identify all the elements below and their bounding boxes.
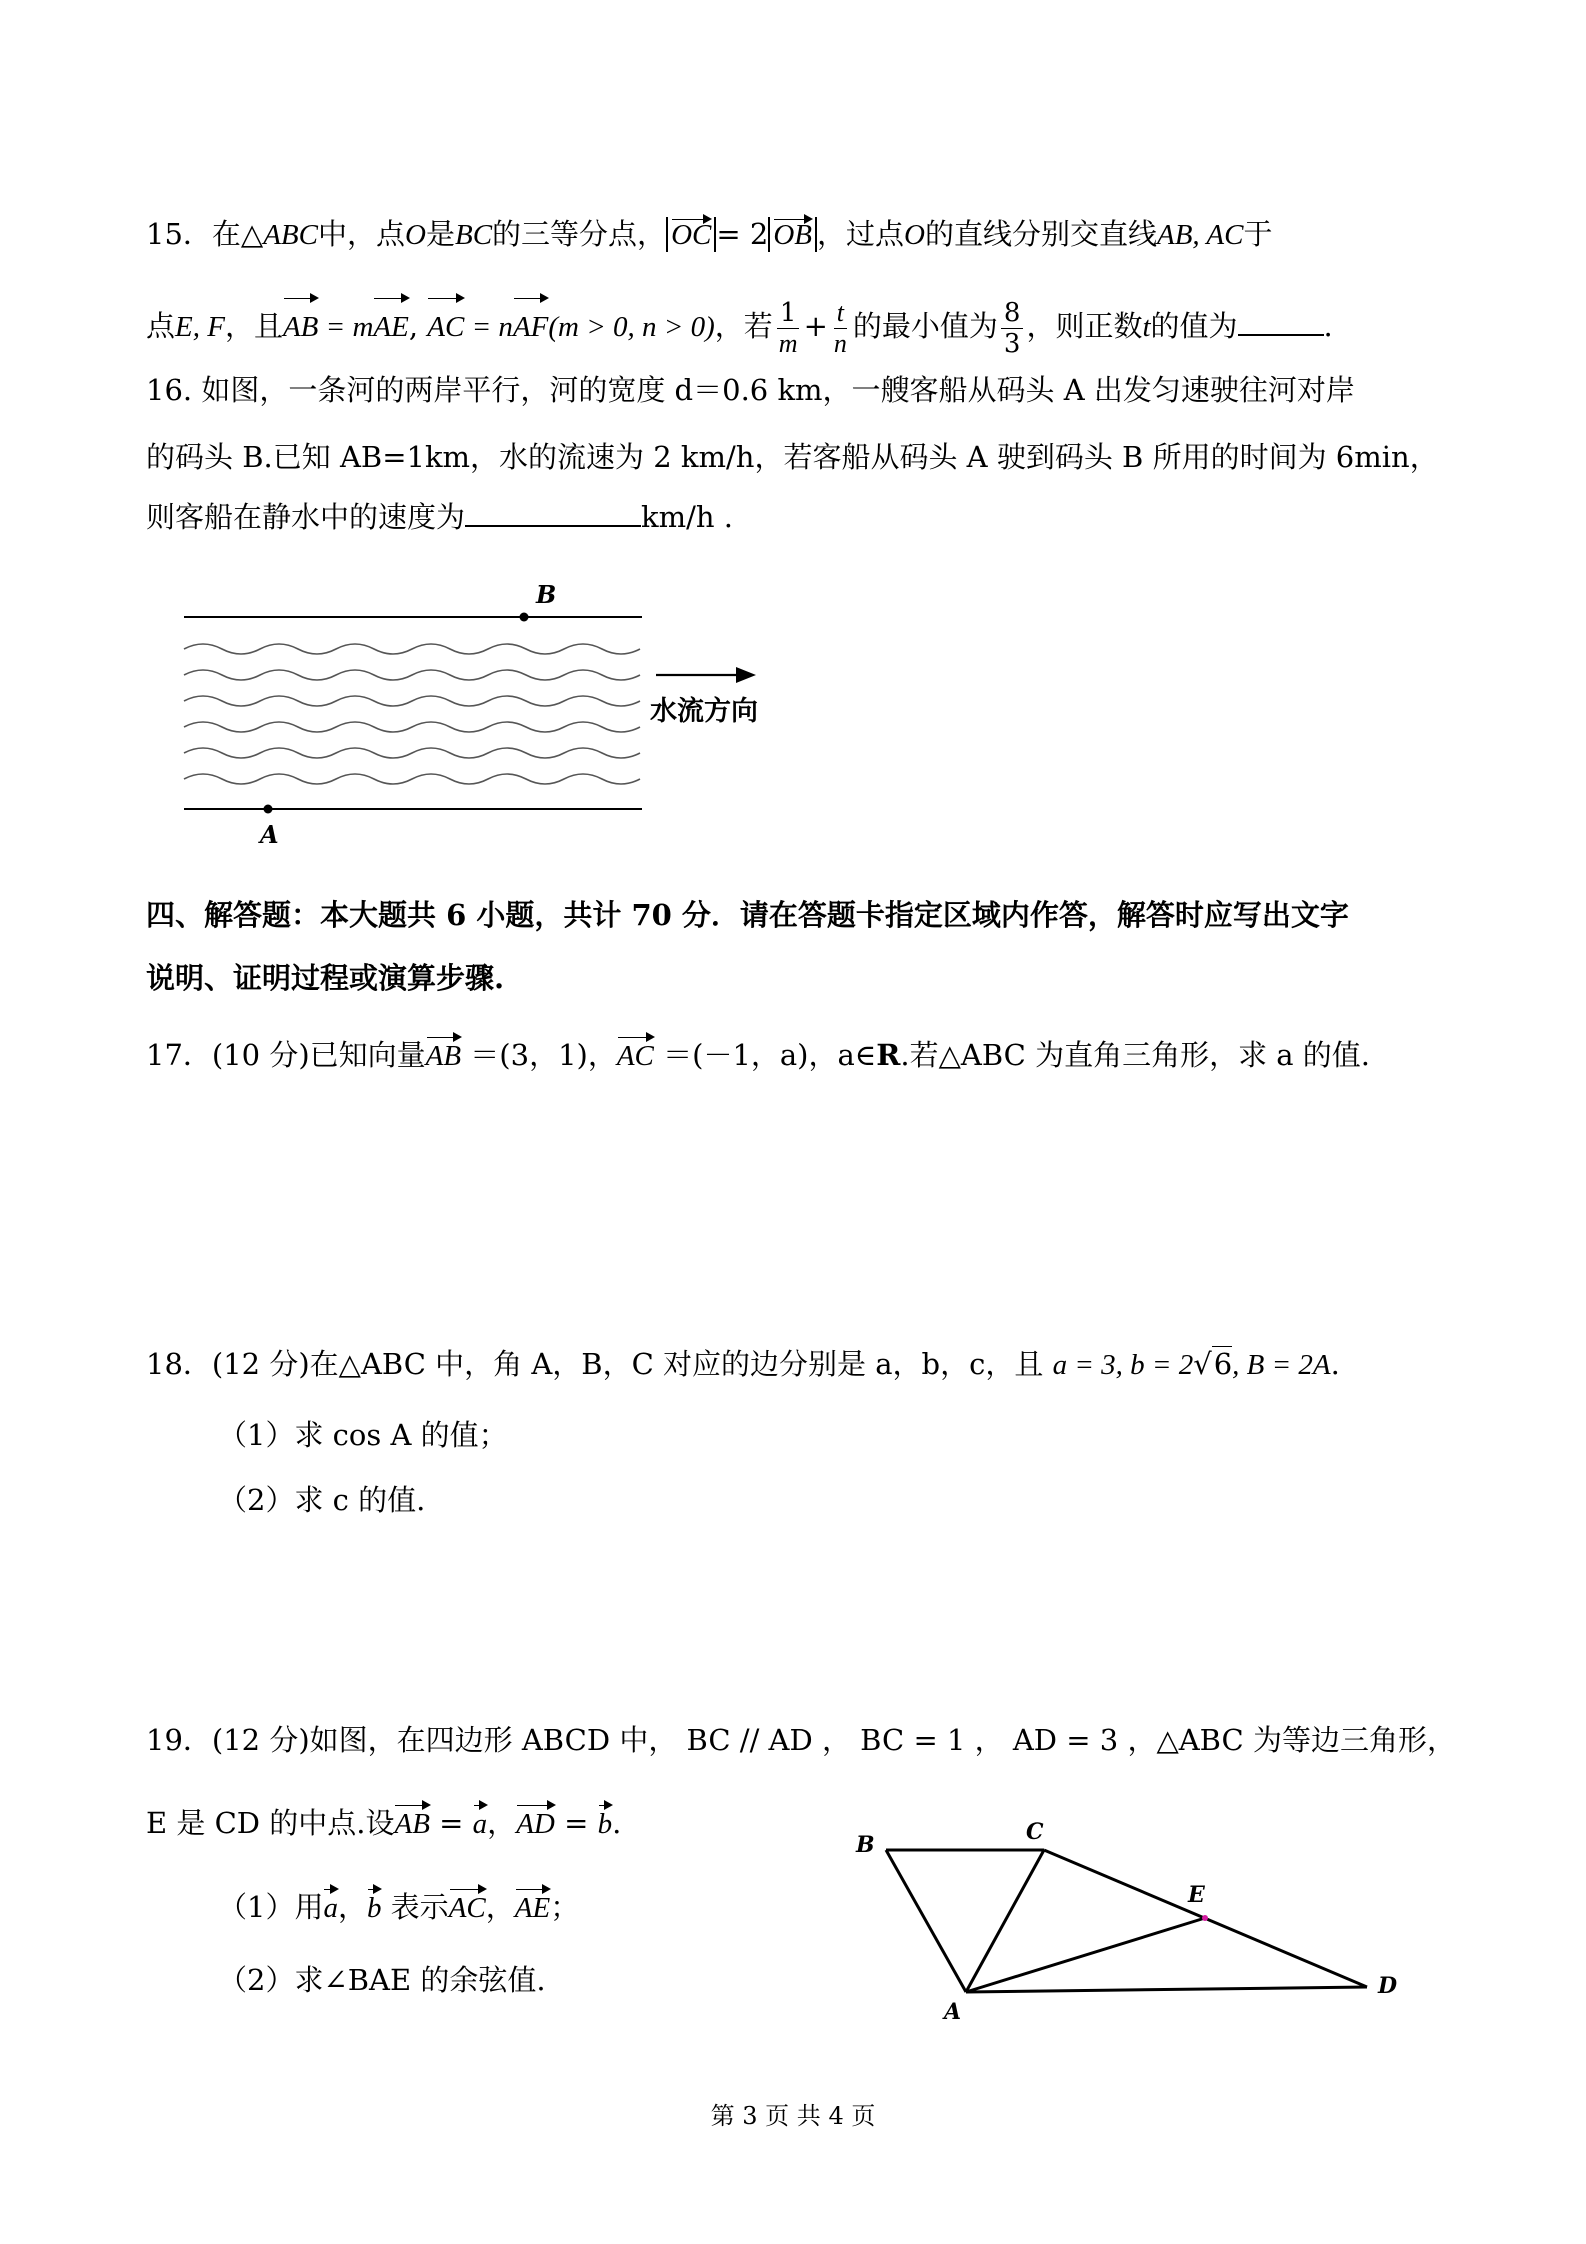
label-c: C — [1026, 1819, 1044, 1845]
q15-line1: 15．在△ABC中，点O是BC的三等分点， OC = 2 OB ，过点O的直线分别交直线AB, AC于 — [146, 217, 1273, 251]
segment-ad — [966, 1987, 1367, 1992]
quadrilateral-figure — [840, 1815, 1420, 2035]
label-d: D — [1378, 1973, 1398, 1999]
answer-blank-16 — [465, 499, 641, 527]
q19-part2: （2）求∠BAE 的余弦值. — [218, 1963, 546, 1997]
flow-arrow-head — [736, 667, 756, 683]
q19-line1: 19．(12 分)如图，在四边形 ABCD 中， BC // AD ， BC = 1 ， AD = 3 ，△ABC 为等边三角形， — [146, 1723, 1456, 1757]
section4-line2: 说明、证明过程或演算步骤. — [146, 961, 505, 995]
point-a — [264, 805, 273, 814]
q17: 17．(10 分)已知向量AB ＝(3，1)，AC ＝(－1，a)，a∈R.若△ABC 为直角三角形，求 a 的值. — [146, 1035, 1370, 1076]
label-b: B — [536, 580, 557, 609]
sqrt-symbol: √ — [1193, 1347, 1212, 1381]
answer-blank-15 — [1238, 308, 1324, 336]
abs-ob: OB — [768, 217, 817, 252]
section4-line1: 四、解答题：本大题共 6 小题，共计 70 分．请在答题卡指定区域内作答，解答时应写出文字 — [146, 898, 1349, 932]
q19-part1: （1）用a，b 表示AC，AE； — [218, 1887, 579, 1928]
label-b: B — [856, 1832, 875, 1858]
label-a: A — [944, 1999, 962, 2025]
label-a: A — [260, 820, 279, 849]
q16-line1: 16. 如图，一条河的两岸平行，河的宽度 d＝0.6 km，一艘客船从码头 A 出发匀速驶往河对岸 — [146, 373, 1355, 407]
flow-direction-label: 水流方向 — [650, 696, 758, 727]
segment-ab — [886, 1850, 966, 1992]
q18: 18．(12 分)在△ABC 中，角 A，B，C 对应的边分别是 a，b，c，且 a = 3, b = 2√6, B = 2A. — [146, 1347, 1340, 1381]
river-figure — [176, 575, 796, 855]
water-waves — [184, 644, 640, 784]
q15-line2: 点E, F，且AB = mAE, AC = nAF(m > 0, n > 0)，若 $\frac{1}{m}$ + $\frac{t}{n}$ 的最小值为 $\frac{8}{3}$ ，则正数t的值为 . — [146, 297, 1333, 359]
label-e: E — [1188, 1882, 1205, 1908]
q16-line3: 则客船在静水中的速度为 km/h . — [146, 500, 733, 534]
page-footer: 第 3 页 共 4 页 — [710, 2102, 876, 2130]
q16-line2: 的码头 B.已知 AB=1km，水的流速为 2 km/h，若客船从码头 A 驶到码头 B 所用的时间为 6min， — [146, 440, 1439, 474]
q19-line2: E 是 CD 的中点.设AB = a，AD = b. — [146, 1803, 621, 1844]
point-e — [1202, 1915, 1208, 1921]
fraction-8-over-3: $\frac{8}{3}$ — [1001, 298, 1024, 359]
abs-oc: OC — [666, 217, 716, 252]
q18-part1: （1）求 cos A 的值； — [218, 1418, 508, 1452]
q18-part2: （2）求 c 的值. — [218, 1483, 426, 1517]
fraction-1-over-m: $\frac{1}{m}$ — [778, 297, 798, 358]
fraction-t-over-n: $\frac{t}{n}$ — [833, 297, 847, 358]
point-b — [520, 613, 529, 622]
